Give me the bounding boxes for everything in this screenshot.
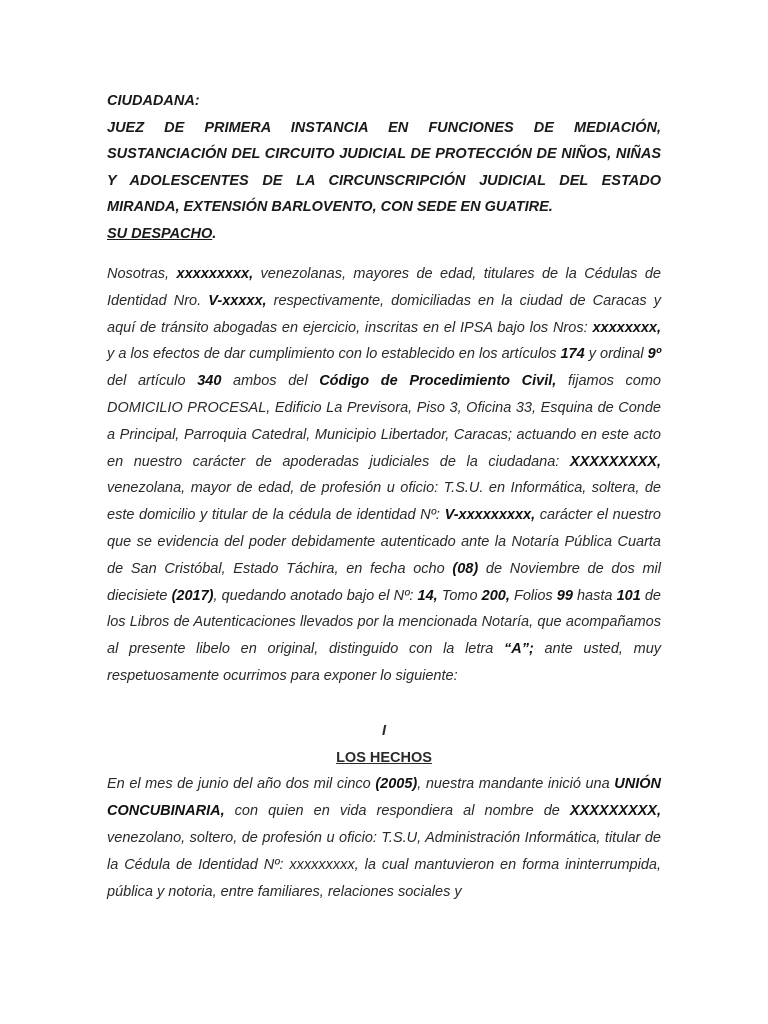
despacho-label: SU DESPACHO — [107, 225, 213, 242]
section-number: I — [381, 722, 387, 739]
section-title: LOS HECHOS — [336, 749, 432, 766]
document-body — [107, 261, 661, 905]
document-page — [107, 88, 661, 905]
despacho-line: SU DESPACHO. — [107, 225, 217, 242]
intro-paragraph: Nosotras, xxxxxxxxx, venezolanas, mayores de edad, titulares de la Cédulas de Identidad Nro. V-xxxxx, respectivamente, domiciliadas en la ciudad de Caracas y aquí de tránsito abogadas en ejercicio, inscritas en el IPSA bajo los Nros: xxxxxxxx, y a los efectos de dar cumplimiento con lo establecido en los artículos 174 y ordinal 9º del artículo 340 ambos del Código de Procedimiento Civil, fijamos como DOMICILIO PROCESAL, Edificio La Previsora, Piso 3, Oficina 33, Esquina de Conde a Principal, Parroquia Catedral, Municipio Libertador, Caracas; actuando en este acto en nuestro carácter de apoderadas judiciales de la ciudadana: XXXXXXXXX, venezolana, mayor de edad, de profesión u oficio: T.S.U. en Informática, soltera, de este domicilio y titular de la cédula de identidad Nº: V-xxxxxxxxx, carácter el nuestro que se evidencia del poder debidamente autenticado ante la Notaría Pública Cuarta de San Cristóbal, Estado Táchira, en fecha ocho (08) de Noviembre de dos mil diecisiete (2017), quedando anotado bajo el Nº: 14, Tomo 200, Folios 99 hasta 101 de los Libros de Autenticaciones llevados por la mencionada Notaría, que acompañamos al presente libelo en original, distinguido con la letra “A”; ante usted, muy respetuosamente ocurrimos para exponer lo siguiente: — [107, 266, 662, 684]
document-header — [107, 88, 661, 247]
court-name: JUEZ DE PRIMERA INSTANCIA EN FUNCIONES DE MEDIACIÓN, SUSTANCIACIÓN DEL CIRCUITO JUDICIAL DE PROTECCIÓN DE NIÑOS, NIÑAS Y ADOLESCENTES DE LA CIRCUNSCRIPCIÓN JUDICIAL DEL ESTADO MIRANDA, EXTENSIÓN BARLOVENTO, CON SEDE EN GUATIRE. — [107, 119, 661, 215]
addressee: CIUDADANA: — [107, 93, 200, 109]
facts-paragraph: En el mes de junio del año dos mil cinco (2005), nuestra mandante inició una UNIÓN CONCUBINARIA, con quien en vida respondiera al nombre de XXXXXXXXX, venezolano, soltero, de profesión u oficio: T.S.U, Administración Informática, titular de la Cédula de Identidad Nº: xxxxxxxxx, la cual mantuvieron en forma ininterrumpida, pública y notoria, entre familiares, relaciones sociales y — [107, 776, 662, 900]
